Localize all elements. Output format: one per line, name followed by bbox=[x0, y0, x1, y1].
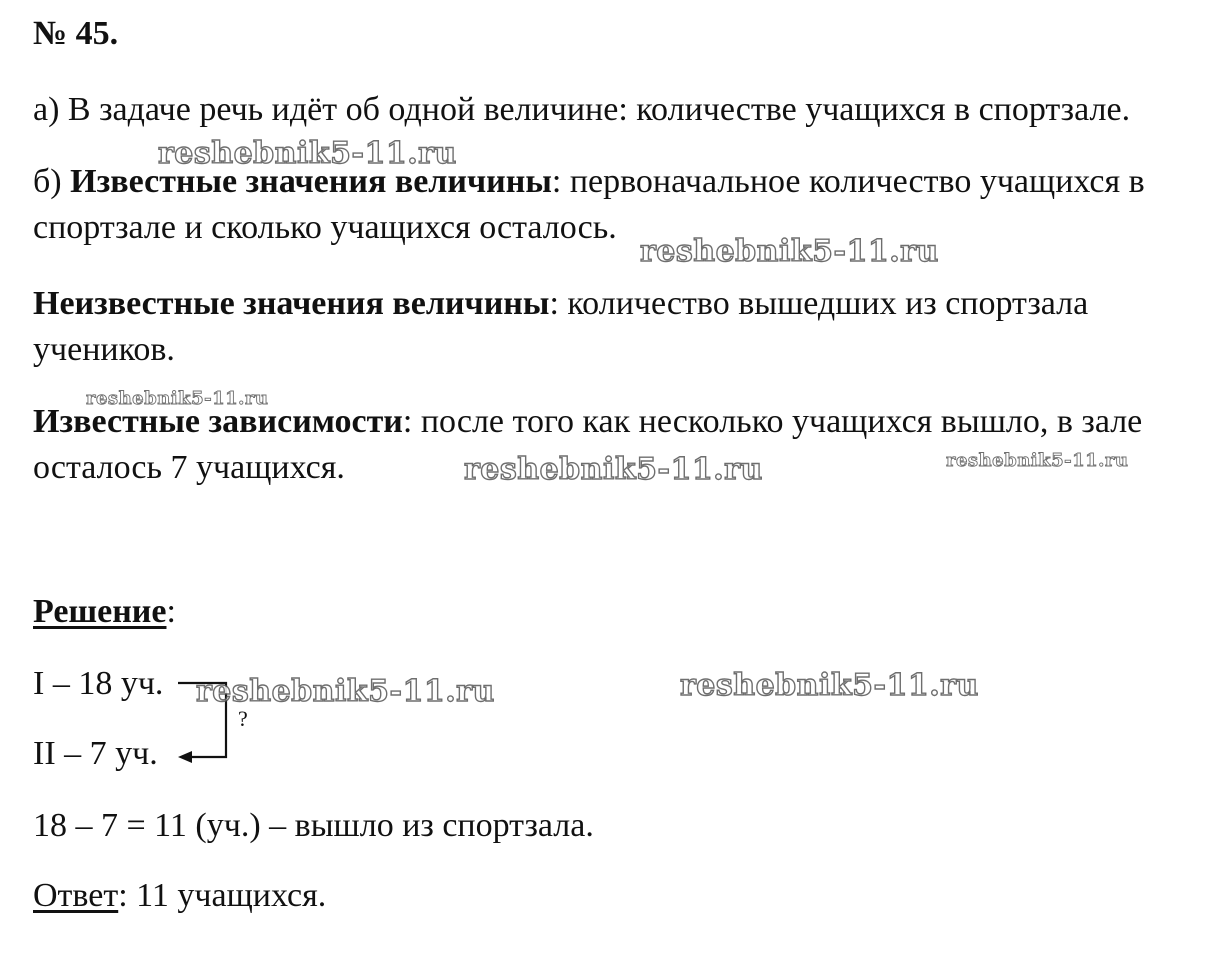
diagram-question-mark: ? bbox=[238, 706, 248, 731]
watermark: reshebnik5-11.ru bbox=[640, 234, 939, 269]
answer-value: : 11 учащихся. bbox=[118, 877, 327, 914]
problem-number: № 45. bbox=[33, 15, 119, 52]
answer-label: Ответ bbox=[33, 877, 119, 914]
paragraph-b-line2: спортзале и сколько учащихся осталось. bbox=[33, 209, 617, 246]
paragraph-b-prefix: б) bbox=[33, 163, 71, 200]
diagram-row-1: I – 18 уч. bbox=[33, 665, 164, 702]
solution-heading: Решение bbox=[33, 593, 167, 630]
watermark: reshebnik5-11.ru bbox=[680, 668, 979, 703]
paragraph-b-rest: : первоначальное количество учащихся в bbox=[551, 163, 1145, 200]
known-values-label: Известные значения величины bbox=[70, 163, 552, 200]
paragraph-deps-line2: осталось 7 учащихся. bbox=[33, 449, 345, 486]
paragraph-unknown-line2: учеников. bbox=[33, 331, 175, 368]
arrow-head bbox=[178, 751, 192, 763]
paragraph-unknown-rest: : количество вышедших из спортзала bbox=[549, 285, 1089, 322]
watermark: reshebnik5-11.ru bbox=[946, 450, 1129, 471]
unknown-values-label: Неизвестные значения величины bbox=[33, 285, 550, 322]
watermark: reshebnik5-11.ru bbox=[86, 388, 269, 409]
solution-heading-line bbox=[33, 592, 176, 632]
answer-line bbox=[33, 876, 326, 916]
solution-colon: : bbox=[166, 593, 176, 630]
watermark: reshebnik5-11.ru bbox=[158, 136, 457, 171]
watermark: reshebnik5-11.ru bbox=[464, 452, 763, 487]
paragraph-deps-rest: : после того как несколько учащихся вышло, в зале bbox=[402, 403, 1143, 440]
paragraph-unknown-line1 bbox=[33, 284, 1088, 324]
diagram-row-2: II – 7 уч. bbox=[33, 735, 158, 772]
equation-line: 18 – 7 = 11 (уч.) – вышло из спортзала. bbox=[33, 807, 594, 844]
watermark: reshebnik5-11.ru bbox=[196, 674, 495, 709]
paragraph-a: а) В задаче речь идёт об одной величине: количестве учащихся в спортзале. bbox=[33, 91, 1131, 128]
known-deps-label: Известные зависимости bbox=[33, 403, 403, 440]
